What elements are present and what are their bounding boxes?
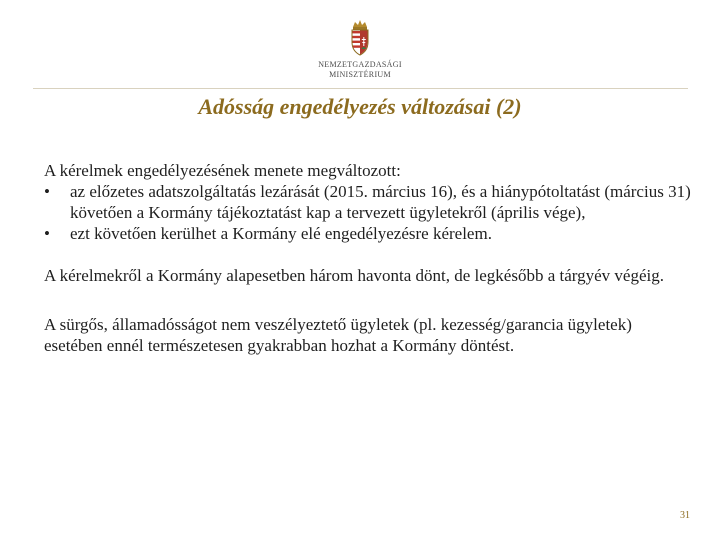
bullet-list: [44, 181, 694, 244]
bullet-marker: •: [44, 224, 50, 243]
header-divider: [33, 88, 688, 89]
logo-line-2: MINISZTÉRIUM: [329, 70, 391, 79]
paragraph-decision-frequency: A kérelmekről a Kormány alapesetben három havonta dönt, de legkésőbb a tárgyév végéig.: [44, 266, 664, 285]
page-number: 31: [680, 510, 690, 521]
bullet-text: az előzetes adatszolgáltatás lezárását (2015. március 16), és a hiánypótoltatást (március 31) követően a Kormány tájékoztatást kap a tervezett ügyletekről (április vége),: [70, 182, 691, 222]
ministry-name: [310, 60, 410, 80]
bullet-item: [44, 223, 694, 244]
bullet-marker: •: [44, 182, 50, 201]
logo-line-1: NEMZETGAZDASÁGI: [318, 60, 402, 69]
hungarian-coat-of-arms-icon: [347, 18, 373, 58]
ministry-logo: [310, 18, 410, 80]
slide-title: Adósság engedélyezés változásai (2): [198, 94, 522, 119]
slide-body: [44, 160, 694, 356]
bullet-item: [44, 181, 694, 223]
paragraph-urgent-transactions: A sürgős, államadósságot nem veszélyeztető ügyletek (pl. kezesség/garancia ügyletek) esetében ennél természetesen gyakrabban hozhat a Kormány döntést.: [44, 315, 632, 355]
intro-text: A kérelmek engedélyezésének menete megváltozott:: [44, 161, 401, 180]
bullet-text: ezt követően kerülhet a Kormány elé engedélyezésre kérelem.: [70, 224, 492, 243]
